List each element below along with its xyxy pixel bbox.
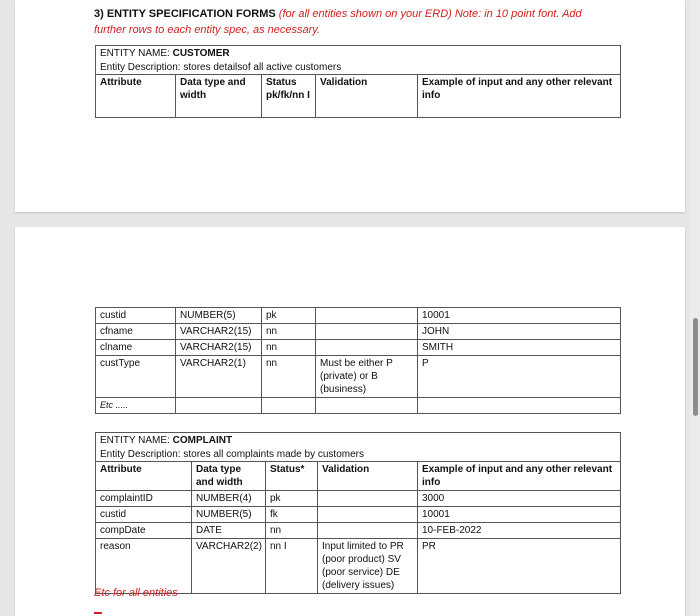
cell-status: nn — [266, 523, 318, 539]
cell-status: pk — [266, 491, 318, 507]
table-row — [96, 507, 621, 523]
cell-type: VARCHAR2(1) — [176, 356, 262, 398]
table-row — [96, 308, 621, 324]
cell-example: 10-FEB-2022 — [418, 523, 621, 539]
table-row — [96, 340, 621, 356]
cell-example: 10001 — [418, 308, 621, 324]
cell-type: NUMBER(4) — [192, 491, 266, 507]
customer-entity-name: ENTITY NAME: CUSTOMER — [96, 46, 621, 62]
table-row — [96, 491, 621, 507]
cell-example: PR — [418, 539, 621, 594]
cell-validation: Must be either P (private) or B (business) — [316, 356, 418, 398]
cell-attribute: compDate — [96, 523, 192, 539]
customer-col-type: Data type and width — [176, 75, 262, 118]
cell-example: 10001 — [418, 507, 621, 523]
cell-example: JOHN — [418, 324, 621, 340]
customer-entity-description: Entity Description: stores detailsof all active customers — [96, 61, 621, 75]
cell-type: VARCHAR2(2) — [192, 539, 266, 594]
cell-example: 3000 — [418, 491, 621, 507]
complaint-entity-name: ENTITY NAME: COMPLAINT — [96, 433, 621, 449]
table-row — [96, 539, 621, 594]
customer-col-validation: Validation — [316, 75, 418, 118]
table-row — [96, 523, 621, 539]
cell-attribute: reason — [96, 539, 192, 594]
cell-validation — [318, 491, 418, 507]
cell-type: DATE — [192, 523, 266, 539]
cell-status: nn — [262, 340, 316, 356]
cell-validation — [316, 308, 418, 324]
cell-status: nn I — [266, 539, 318, 594]
cell-status: nn — [262, 356, 316, 398]
customer-col-example: Example of input and any other relevant info — [418, 75, 621, 118]
cell-attribute: custType — [96, 356, 176, 398]
table-row — [96, 398, 621, 414]
cell-example: P — [418, 356, 621, 398]
complaint-col-attribute: Attribute — [96, 462, 192, 491]
cell-type: NUMBER(5) — [192, 507, 266, 523]
cell-attribute: custid — [96, 308, 176, 324]
complaint-entity-description: Entity Description: stores all complaints made by customers — [96, 448, 621, 462]
cell-type: VARCHAR2(15) — [176, 340, 262, 356]
customer-col-status: Status pk/fk/nn I — [262, 75, 316, 118]
cell-validation — [318, 523, 418, 539]
complaint-col-type: Data type and width — [192, 462, 266, 491]
cell-example: SMITH — [418, 340, 621, 356]
cell-attribute: complaintID — [96, 491, 192, 507]
complaint-col-status: Status* — [266, 462, 318, 491]
table-row — [96, 356, 621, 398]
heading-note: (for all entities shown on your ERD) Note: in 10 point font. Add further rows to each entity spec, as necessary. — [94, 8, 582, 36]
footer-note: Etc for all entities — [94, 587, 178, 599]
customer-spec-header-table — [95, 45, 621, 118]
scrollbar-track[interactable] — [690, 0, 700, 616]
document-page-2 — [15, 227, 685, 616]
customer-spec-rows-table — [95, 307, 621, 414]
decorative-mark — [94, 612, 102, 614]
cell-status: nn — [262, 324, 316, 340]
cell-type: VARCHAR2(15) — [176, 324, 262, 340]
complaint-col-example: Example of input and any other relevant info — [418, 462, 621, 491]
cell-attribute: custid — [96, 507, 192, 523]
cell-status: fk — [266, 507, 318, 523]
complaint-col-validation: Validation — [318, 462, 418, 491]
cell-status: pk — [262, 308, 316, 324]
customer-col-attribute: Attribute — [96, 75, 176, 118]
heading-title: 3) ENTITY SPECIFICATION FORMS — [94, 8, 276, 20]
table-row — [96, 324, 621, 340]
complaint-entity-title: COMPLAINT — [172, 435, 233, 446]
cell-etc: Etc ..... — [96, 398, 176, 414]
customer-entity-title: CUSTOMER — [172, 48, 230, 59]
cell-validation — [316, 324, 418, 340]
document-page-1 — [15, 0, 685, 212]
cell-validation — [318, 507, 418, 523]
cell-validation — [316, 340, 418, 356]
cell-attribute: cfname — [96, 324, 176, 340]
cell-validation: Input limited to PR (poor product) SV (poor service) DE (delivery issues) — [318, 539, 418, 594]
section-heading — [94, 6, 614, 38]
complaint-spec-table — [95, 432, 621, 594]
scrollbar-thumb[interactable] — [693, 318, 698, 416]
cell-attribute: clname — [96, 340, 176, 356]
cell-type: NUMBER(5) — [176, 308, 262, 324]
